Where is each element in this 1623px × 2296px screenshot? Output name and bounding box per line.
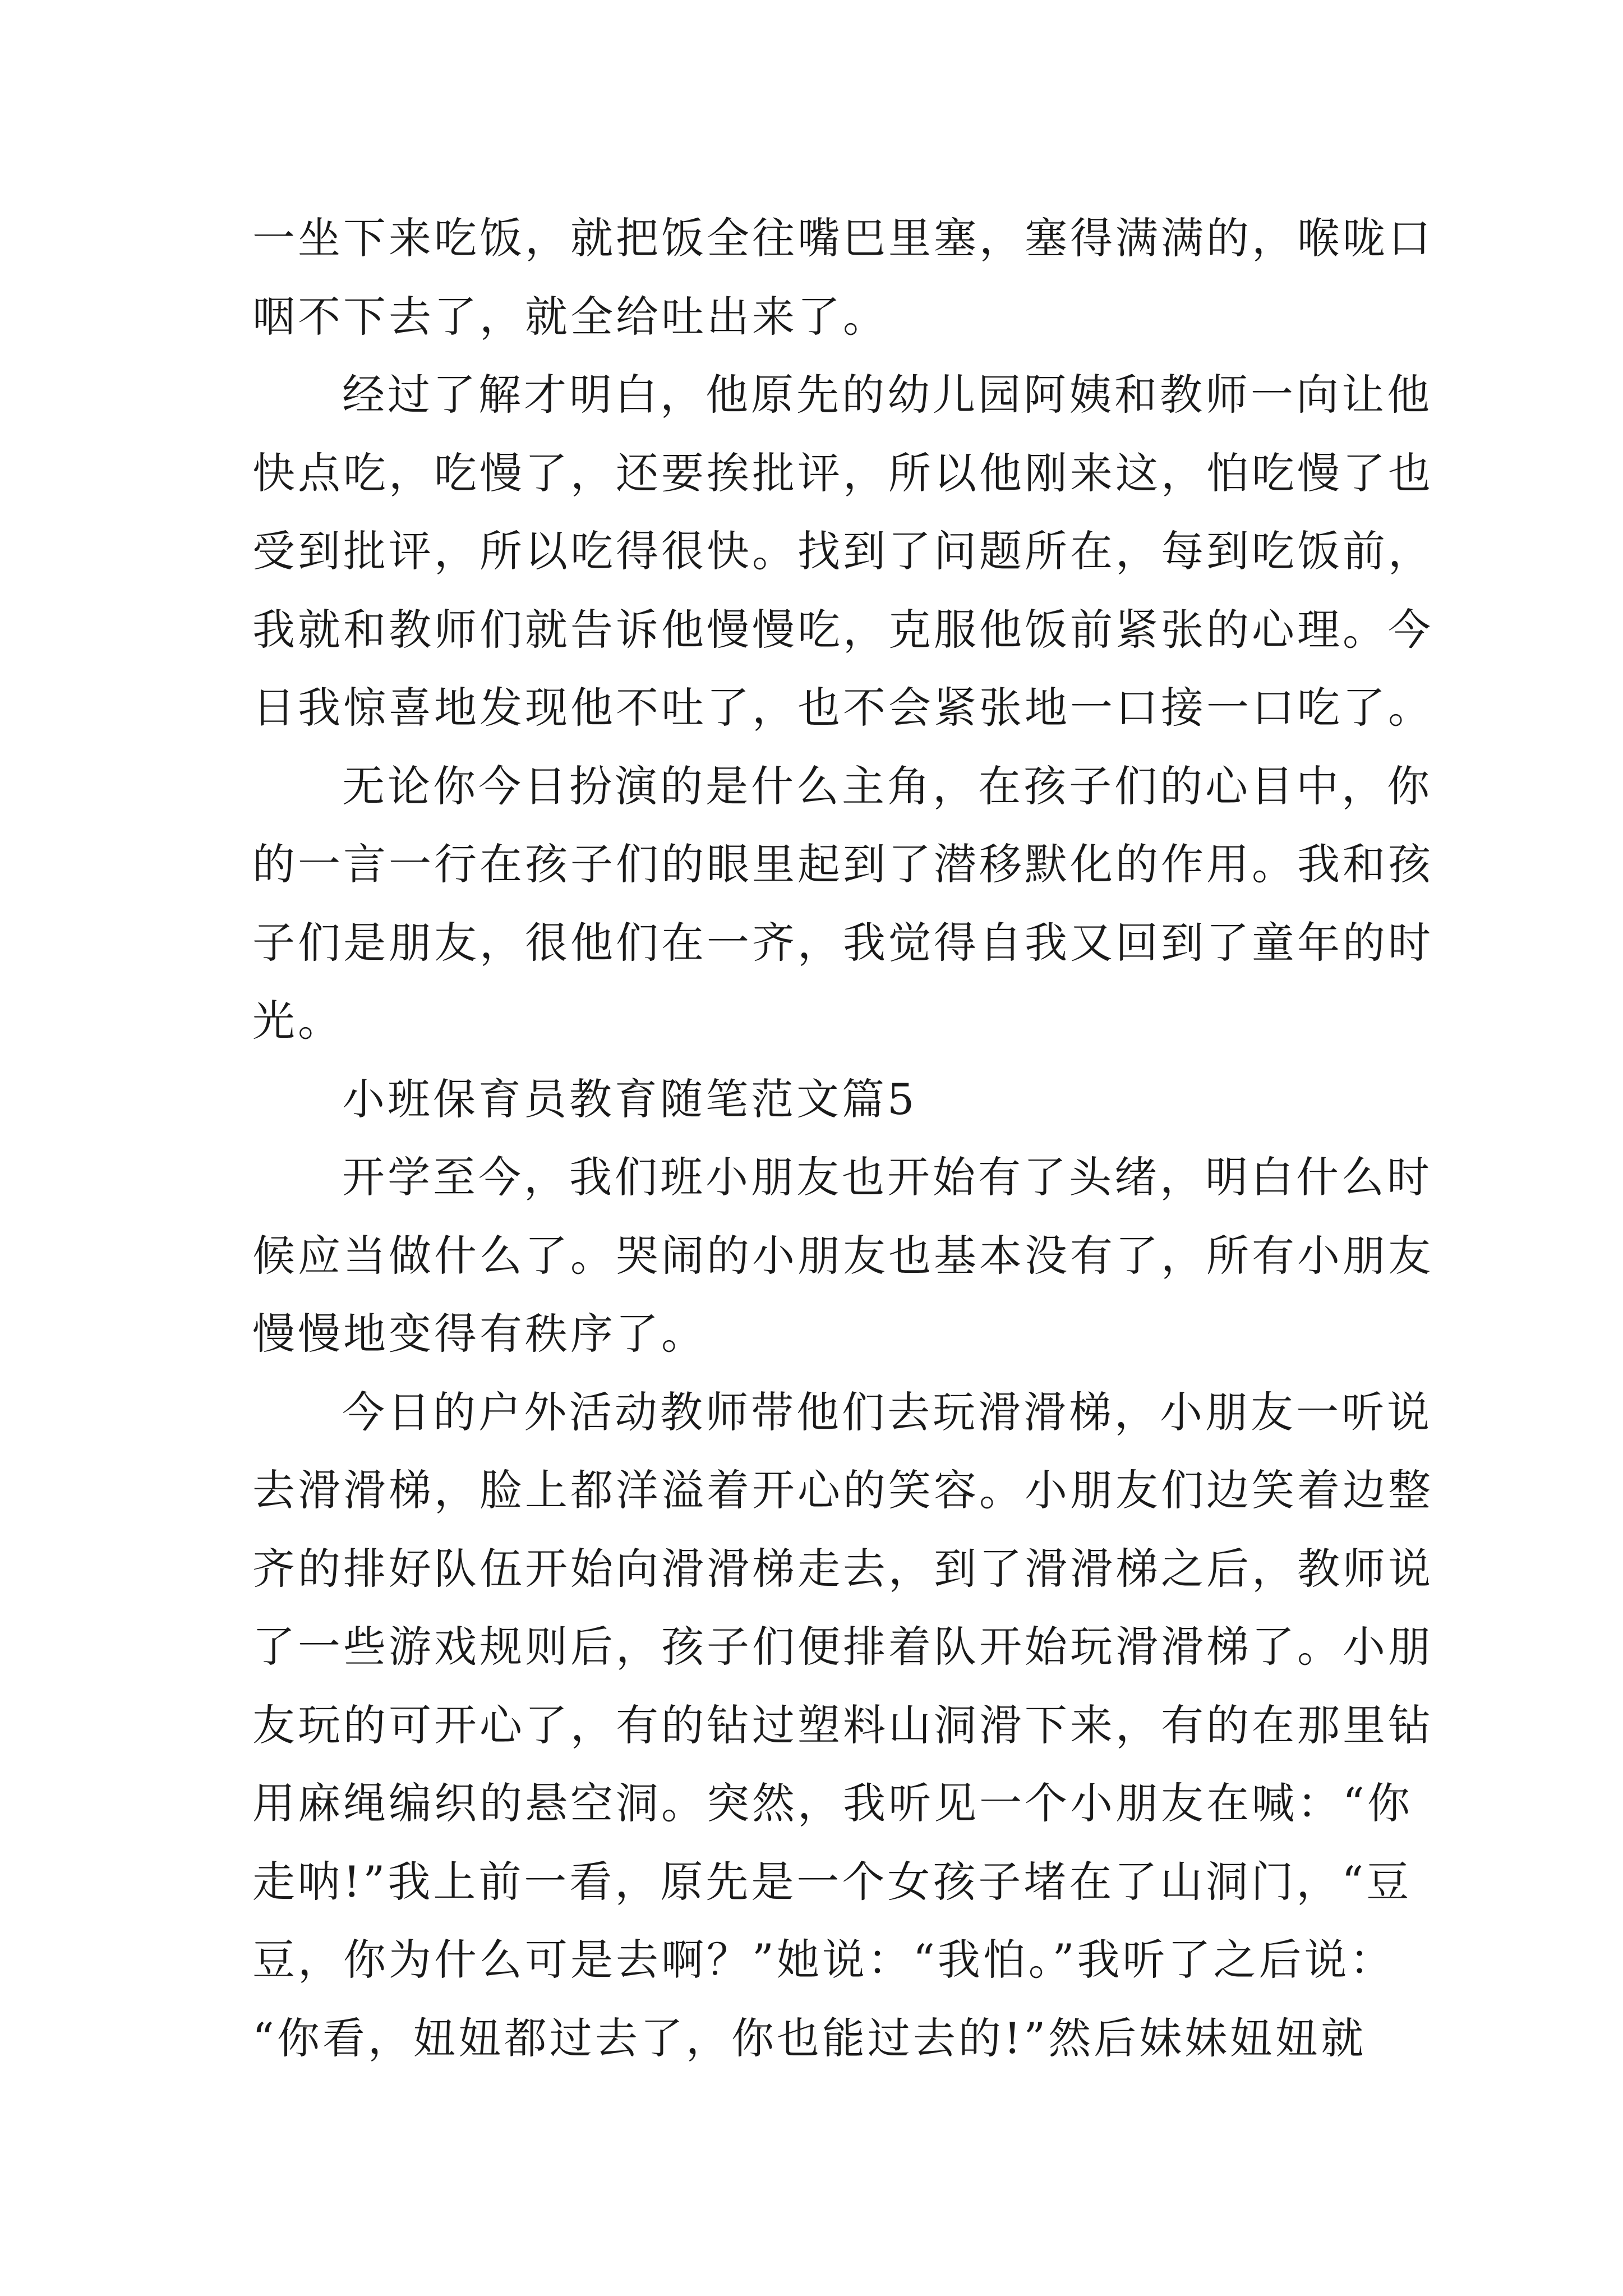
text-line: 慢慢地变得有秩序了。 [252, 1309, 707, 1359]
text-line: 受到批评，所以吃得很快。找到了问题所在，每到吃饭前， [252, 526, 1433, 576]
text-line: 子们是朋友，很他们在一齐，我觉得自我又回到了童年的时 [252, 917, 1433, 968]
text-line: 齐的排好队伍开始向滑滑梯走去，到了滑滑梯之后，教师说 [252, 1543, 1433, 1594]
text-line: 咽不下去了，就全给吐出来了。 [252, 291, 888, 342]
text-line: 去滑滑梯，脸上都洋溢着开心的笑容。小朋友们边笑着边整 [252, 1465, 1433, 1515]
text-line: 开学至今，我们班小朋友也开始有了头绪，明白什么时 [342, 1152, 1432, 1202]
text-line: 走呐!”我上前一看，原先是一个女孩子堵在了山洞门，“豆 [252, 1856, 1412, 1907]
section-heading: 小班保育员教育随笔范文篇5 [342, 1074, 917, 1124]
text-line: 快点吃，吃慢了，还要挨批评，所以他刚来这，怕吃慢了也 [252, 448, 1433, 498]
text-line: 了一些游戏规则后，孩子们便排着队开始玩滑滑梯了。小朋 [252, 1622, 1433, 1672]
text-line: 友玩的可开心了，有的钻过塑料山洞滑下来，有的在那里钻 [252, 1700, 1433, 1750]
text-line: 候应当做什么了。哭闹的小朋友也基本没有了，所有小朋友 [252, 1230, 1433, 1281]
text-line: 日我惊喜地发现他不吐了，也不会紧张地一口接一口吃了。 [252, 683, 1433, 733]
text-line: “你看，妞妞都过去了，你也能过去的!”然后妹妹妞妞就 [252, 2013, 1367, 2063]
text-line: 经过了解才明白，他原先的幼儿园阿姨和教师一向让他 [342, 370, 1432, 420]
text-line: 光。 [252, 996, 343, 1046]
text-line: 今日的户外活动教师带他们去玩滑滑梯，小朋友一听说 [342, 1387, 1432, 1437]
text-line: 一坐下来吃饭，就把饭全往嘴巴里塞，塞得满满的，喉咙口 [252, 213, 1433, 263]
text-line: 的一言一行在孩子们的眼里起到了潜移默化的作用。我和孩 [252, 839, 1433, 889]
text-line: 我就和教师们就告诉他慢慢吃，克服他饭前紧张的心理。今 [252, 604, 1433, 655]
text-line: 用麻绳编织的悬空洞。突然，我听见一个小朋友在喊：“你 [252, 1778, 1413, 1828]
text-line: 无论你今日扮演的是什么主角，在孩子们的心目中，你 [342, 761, 1432, 811]
text-line: 豆，你为什么可是去啊？”她说：“我怕。”我听了之后说： [252, 1935, 1395, 1985]
document-body [252, 199, 1433, 2077]
